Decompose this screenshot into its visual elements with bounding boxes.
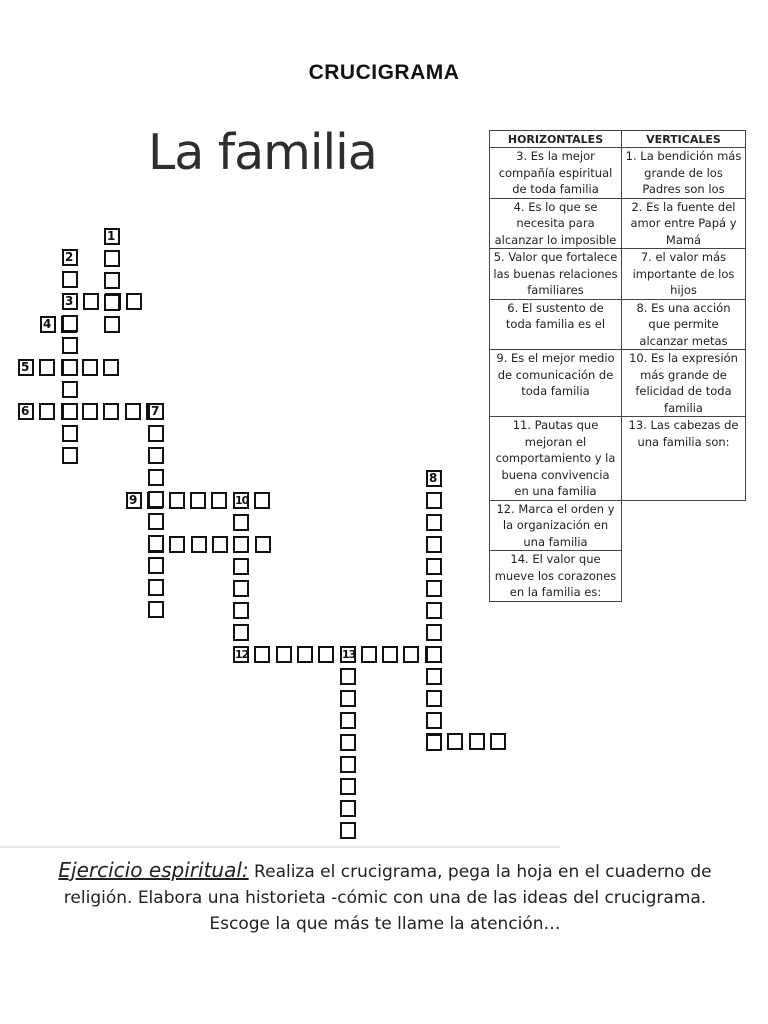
crossword-cell[interactable]: [148, 447, 164, 464]
crossword-cell[interactable]: [426, 558, 442, 575]
crossword-cell-12[interactable]: 12: [235, 648, 249, 661]
vertical-header: VERTICALES: [622, 131, 746, 148]
clue-horizontal-6: 6. El sustento de toda familia es el: [490, 299, 622, 350]
crossword-cell[interactable]: [211, 492, 227, 509]
crossword-cell[interactable]: [148, 535, 164, 552]
crossword-cell-6[interactable]: 6: [18, 403, 34, 420]
crossword-cell[interactable]: [104, 294, 120, 311]
crossword-cell[interactable]: [276, 646, 292, 663]
crossword-cell[interactable]: [426, 734, 442, 751]
crossword-cell[interactable]: [254, 646, 270, 663]
crossword-cell[interactable]: [426, 492, 442, 509]
crossword-cell[interactable]: [340, 668, 356, 685]
clue-table: [489, 130, 746, 602]
crossword-cell[interactable]: [191, 536, 207, 553]
clue-vertical-2: 2. Es la fuente del amor entre Papá y Mamá: [622, 198, 746, 249]
crossword-cell-9[interactable]: 9: [126, 492, 142, 509]
crossword-cell[interactable]: [62, 447, 78, 464]
crossword-cell[interactable]: [148, 579, 164, 596]
crossword-cell[interactable]: [403, 646, 419, 663]
crossword-cell[interactable]: [382, 646, 398, 663]
clue-empty: [622, 551, 746, 602]
crossword-cell-8[interactable]: 8: [426, 470, 442, 487]
crossword-cell[interactable]: [233, 624, 249, 641]
crossword-cell[interactable]: [148, 469, 164, 486]
crossword-cell[interactable]: [254, 492, 270, 509]
crossword-cell[interactable]: [82, 359, 98, 376]
horizontal-header: HORIZONTALES: [490, 131, 622, 148]
instructions-text: Realiza el crucigrama, pega la hoja en el cuaderno de religión. Elabora una historieta -cómic con una de las ideas del crucigrama. Escoge la que más te llame la atención…: [63, 862, 712, 934]
crossword-cell[interactable]: [340, 778, 356, 795]
crossword-cell[interactable]: [340, 756, 356, 773]
crossword-cell[interactable]: [62, 337, 78, 354]
crossword-cell[interactable]: [83, 293, 99, 310]
crossword-cell[interactable]: [426, 690, 442, 707]
crossword-cell[interactable]: [103, 359, 119, 376]
clue-horizontal-9: 9. Es el mejor medio de comunicación de toda familia: [490, 350, 622, 417]
crossword-cell[interactable]: [490, 733, 506, 750]
crossword-cell[interactable]: [169, 536, 185, 553]
clue-horizontal-3: 3. Es la mejor compañía espiritual de toda familia: [490, 148, 622, 199]
crossword-cell[interactable]: [426, 624, 442, 641]
crossword-cell[interactable]: [447, 733, 463, 750]
crossword-cell[interactable]: [62, 425, 78, 442]
crossword-cell[interactable]: [233, 558, 249, 575]
crossword-cell[interactable]: [104, 316, 120, 333]
crossword-cell[interactable]: [255, 536, 271, 553]
crossword-cell[interactable]: [82, 403, 98, 420]
divider: [0, 846, 560, 848]
crossword-cell[interactable]: [426, 580, 442, 597]
crossword-cell[interactable]: [233, 580, 249, 597]
crossword-cell[interactable]: [62, 403, 78, 420]
crossword-cell[interactable]: [469, 733, 485, 750]
topic-title: La familia: [148, 124, 377, 181]
page-title: CRUCIGRAMA: [308, 61, 460, 84]
crossword-cell[interactable]: [148, 513, 164, 530]
crossword-cell[interactable]: [426, 668, 442, 685]
crossword-cell[interactable]: [426, 712, 442, 729]
crossword-cell-5[interactable]: 5: [18, 359, 34, 376]
clue-horizontal-11: 11. Pautas que mejoran el comportamiento y la buena convivencia en una familia: [490, 417, 622, 501]
crossword-cell[interactable]: [426, 602, 442, 619]
crossword-cell[interactable]: [233, 514, 249, 531]
crossword-cell-7[interactable]: 7: [148, 403, 164, 420]
crossword-cell[interactable]: [103, 403, 119, 420]
crossword-cell[interactable]: [426, 536, 442, 553]
crossword-cell[interactable]: [104, 250, 120, 267]
clue-vertical-10: 10. Es la expresión más grande de felicidad de toda familia: [622, 350, 746, 417]
crossword-cell[interactable]: [62, 381, 78, 398]
crossword-cell[interactable]: [62, 315, 78, 332]
crossword-cell[interactable]: [125, 403, 141, 420]
clue-horizontal-14: 14. El valor que mueve los corazones en la familia es:: [490, 551, 622, 602]
crossword-cell[interactable]: [39, 359, 55, 376]
crossword-cell-2[interactable]: 2: [62, 249, 78, 266]
crossword-cell[interactable]: [340, 734, 356, 751]
crossword-cell-3[interactable]: 3: [62, 293, 78, 310]
crossword-cell-13[interactable]: 13: [342, 648, 356, 661]
crossword-cell[interactable]: [340, 822, 356, 839]
crossword-cell[interactable]: [233, 536, 249, 553]
crossword-cell[interactable]: [62, 271, 78, 288]
clue-empty: [622, 500, 746, 551]
crossword-cell[interactable]: [104, 272, 120, 289]
crossword-cell-4[interactable]: 4: [40, 316, 56, 333]
instructions: [40, 857, 730, 937]
crossword-cell[interactable]: [148, 557, 164, 574]
crossword-cell[interactable]: [148, 491, 164, 508]
crossword-cell[interactable]: [297, 646, 313, 663]
crossword-cell[interactable]: [340, 690, 356, 707]
crossword-cell[interactable]: [426, 646, 442, 663]
clue-vertical-7: 7. el valor más importante de los hijos: [622, 249, 746, 300]
crossword-cell[interactable]: [340, 800, 356, 817]
crossword-cell[interactable]: [169, 492, 185, 509]
clue-vertical-8: 8. Es una acción que permite alcanzar metas: [622, 299, 746, 350]
clue-vertical-13: 13. Las cabezas de una familia son:: [622, 417, 746, 501]
instructions-label: Ejercicio espiritual:: [58, 858, 249, 882]
crossword-cell[interactable]: [318, 646, 334, 663]
crossword-cell[interactable]: [126, 293, 142, 310]
clue-horizontal-12: 12. Marca el orden y la organización en una familia: [490, 500, 622, 551]
crossword-cell[interactable]: [39, 403, 55, 420]
crossword-cell[interactable]: [148, 601, 164, 618]
clue-horizontal-4: 4. Es lo que se necesita para alcanzar lo imposible: [490, 198, 622, 249]
crossword-cell[interactable]: [233, 602, 249, 619]
crossword-cell[interactable]: [340, 712, 356, 729]
clue-vertical-1: 1. La bendición más grande de los Padres son los: [622, 148, 746, 199]
crossword-cell-1[interactable]: 1: [104, 228, 120, 245]
crossword-cell[interactable]: [148, 425, 164, 442]
clue-horizontal-5: 5. Valor que fortalece las buenas relaciones familiares: [490, 249, 622, 300]
crossword-cell[interactable]: [190, 492, 206, 509]
crossword-cell[interactable]: [62, 359, 78, 376]
crossword-cell[interactable]: [361, 646, 377, 663]
crossword-cell[interactable]: [426, 514, 442, 531]
crossword-cell-10[interactable]: 10: [235, 494, 249, 507]
crossword-cell[interactable]: [212, 536, 228, 553]
